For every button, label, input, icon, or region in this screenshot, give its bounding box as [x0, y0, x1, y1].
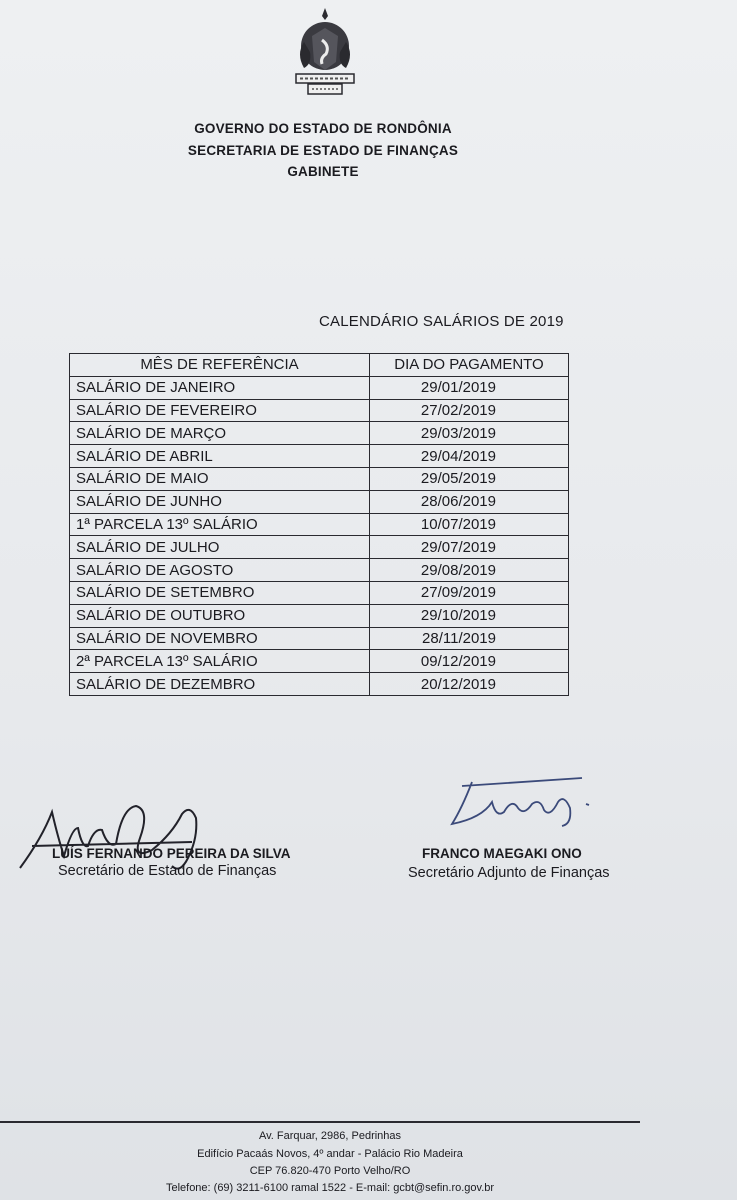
column-header-month: MÊS DE REFERÊNCIA	[70, 354, 370, 377]
table-row	[70, 559, 569, 582]
month-cell: SALÁRIO DE ABRIL	[70, 445, 370, 468]
table-row	[70, 422, 569, 445]
table-row	[70, 399, 569, 422]
column-header-payment-date: DIA DO PAGAMENTO	[370, 354, 569, 377]
month-cell: 2ª PARCELA 13º SALÁRIO	[70, 650, 370, 673]
date-cell: 28/06/2019	[370, 490, 569, 513]
table-row	[70, 673, 569, 696]
date-cell: 29/05/2019	[370, 467, 569, 490]
date-cell: 10/07/2019	[370, 513, 569, 536]
month-cell: SALÁRIO DE OUTUBRO	[70, 604, 370, 627]
table-row	[70, 627, 569, 650]
date-cell: 29/03/2019	[370, 422, 569, 445]
footer-address: Av. Farquar, 2986, Pedrinhas	[258, 1130, 402, 1142]
footer-divider	[0, 1121, 640, 1123]
month-cell: 1ª PARCELA 13º SALÁRIO	[70, 513, 370, 536]
table-row	[70, 536, 569, 559]
footer-contact: Telefone: (69) 3211-6100 ramal 1522 - E-mail: gcbt@sefin.ro.gov.br	[165, 1182, 495, 1194]
table-header-row	[70, 354, 569, 377]
month-cell: SALÁRIO DE JULHO	[70, 536, 370, 559]
deputy-secretary-signature	[432, 768, 602, 838]
table-row	[70, 650, 569, 673]
date-cell: 28/11/2019	[370, 627, 569, 650]
header-government: GOVERNO DO ESTADO DE RONDÔNIA	[194, 121, 452, 136]
table-row	[70, 604, 569, 627]
signatory-name-secretary: LUÍS FERNANDO PEREIRA DA SILVA	[52, 846, 291, 861]
signatory-title-deputy: Secretário Adjunto de Finanças	[408, 865, 610, 881]
date-cell: 27/09/2019	[370, 581, 569, 604]
table-row	[70, 581, 569, 604]
month-cell: SALÁRIO DE FEVEREIRO	[70, 399, 370, 422]
date-cell: 29/10/2019	[370, 604, 569, 627]
date-cell: 27/02/2019	[370, 399, 569, 422]
month-cell: SALÁRIO DE MARÇO	[70, 422, 370, 445]
footer-building: Edifício Pacaás Novos, 4º andar - Palácio Rio Madeira	[197, 1148, 463, 1160]
table-row	[70, 376, 569, 399]
month-cell: SALÁRIO DE JUNHO	[70, 490, 370, 513]
table-row	[70, 467, 569, 490]
month-cell: SALÁRIO DE NOVEMBRO	[70, 627, 370, 650]
date-cell: 29/04/2019	[370, 445, 569, 468]
signatory-title-secretary: Secretário de Estado de Finanças	[58, 863, 277, 879]
date-cell: 29/07/2019	[370, 536, 569, 559]
month-cell: SALÁRIO DE SETEMBRO	[70, 581, 370, 604]
month-cell: SALÁRIO DE AGOSTO	[70, 559, 370, 582]
date-cell: 29/08/2019	[370, 559, 569, 582]
coat-of-arms-icon	[282, 6, 368, 102]
table-row	[70, 513, 569, 536]
signatory-name-deputy: FRANCO MAEGAKI ONO	[422, 846, 582, 861]
footer-postal-code: CEP 76.820-470 Porto Velho/RO	[249, 1165, 411, 1177]
table-row	[70, 490, 569, 513]
month-cell: SALÁRIO DE DEZEMBRO	[70, 673, 370, 696]
date-cell: 29/01/2019	[370, 376, 569, 399]
date-cell: 20/12/2019	[370, 673, 569, 696]
calendar-title: CALENDÁRIO SALÁRIOS DE 2019	[319, 313, 564, 330]
header-cabinet: GABINETE	[287, 164, 359, 179]
date-cell: 09/12/2019	[370, 650, 569, 673]
salary-calendar-table	[69, 353, 569, 696]
month-cell: SALÁRIO DE MAIO	[70, 467, 370, 490]
header-secretariat: SECRETARIA DE ESTADO DE FINANÇAS	[187, 143, 459, 158]
table-row	[70, 445, 569, 468]
month-cell: SALÁRIO DE JANEIRO	[70, 376, 370, 399]
